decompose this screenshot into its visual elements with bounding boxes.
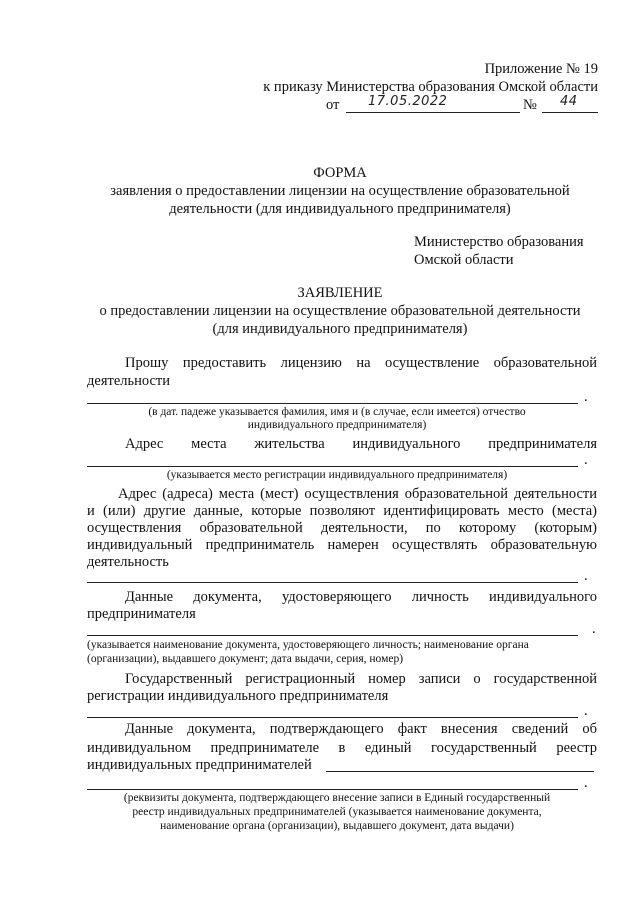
order-reference: к приказу Министерства образования Омской области: [263, 79, 598, 95]
period: .: [584, 452, 588, 468]
paragraph-3-line-5: деятельность: [87, 554, 169, 570]
period: .: [584, 703, 588, 719]
hint-6-line-1: (реквизиты документа, подтверждающего внесение записи в Единый государственный: [123, 792, 551, 804]
hint-2: (указывается место регистрации индивидуального предпринимателя): [166, 469, 508, 481]
paragraph-3-line-4: индивидуальный предприниматель намерен осуществлять образовательную: [87, 537, 597, 553]
hint-6-line-3: наименование органа (организации), выдавшего документ, дата выдачи): [160, 820, 514, 832]
registry-document-line: [87, 789, 578, 790]
paragraph-4-line-2: предпринимателя: [87, 606, 196, 622]
date-underline: [346, 112, 520, 113]
appendix-label: Приложение № 19: [484, 61, 598, 77]
number-underline: [542, 112, 598, 113]
hint-1-line-1: (в дат. падеже указывается фамилия, имя и (в случае, если имеется) отчество: [148, 406, 526, 418]
number-prefix: №: [523, 97, 537, 113]
period: .: [592, 621, 596, 637]
hint-1-line-2: индивидуального предпринимателя): [247, 419, 427, 431]
paragraph-5-line-2: регистрации индивидуального предпринимателя: [87, 688, 389, 704]
paragraph-3-line-1: Адрес (адреса) места (мест) осуществления образовательной деятельности: [118, 486, 597, 502]
hint-6-line-2: реестр индивидуальных предпринимателей (указывается наименование документа,: [132, 806, 542, 818]
paragraph-1-line-1: Прошу предоставить лицензию на осуществление образовательной: [125, 355, 597, 371]
statement-subtitle-2: (для индивидуального предпринимателя): [212, 321, 468, 337]
period: .: [584, 568, 588, 584]
statement-subtitle-1: о предоставлении лицензии на осуществление образовательной деятельности: [99, 303, 581, 319]
period: .: [584, 775, 588, 791]
form-title: ФОРМА: [313, 165, 367, 181]
addressee-line-2: Омской области: [414, 252, 514, 268]
paragraph-5-line-1: Государственный регистрационный номер записи о государственной: [125, 671, 597, 687]
handwritten-date: 17.05.2022: [368, 94, 448, 109]
registration-number-line: [87, 717, 578, 718]
form-subtitle-1: заявления о предоставлении лицензии на осуществление образовательной: [110, 183, 570, 199]
paragraph-3-line-2: и (или) другие данные, которые позволяют идентифицировать место (места): [87, 503, 597, 519]
activity-address-line: [87, 582, 578, 583]
hint-4-line-1: (указывается наименование документа, удостоверяющего личность; наименование органа: [87, 639, 529, 651]
hint-4-line-2: (организации), выдавшего документ; дата выдачи, серия, номер): [87, 653, 404, 665]
registry-inline-line: [326, 771, 594, 772]
paragraph-6-line-3: индивидуальных предпринимателей: [87, 757, 312, 773]
paragraph-6-line-2: индивидуальном предпринимателе в единый государственный реестр: [87, 740, 597, 756]
paragraph-6-line-1: Данные документа, подтверждающего факт внесения сведений об: [125, 721, 597, 737]
handwritten-number: 44: [560, 94, 578, 109]
form-subtitle-2: деятельности (для индивидуального предпринимателя): [169, 201, 511, 217]
applicant-name-line: [87, 403, 578, 404]
period: .: [584, 389, 588, 405]
paragraph-1-line-2: деятельности: [87, 373, 171, 389]
statement-title: ЗАЯВЛЕНИЕ: [297, 285, 383, 301]
residence-address-line: [87, 466, 578, 467]
paragraph-2-line-1: Адрес места жительства индивидуального предпринимателя: [125, 436, 597, 452]
identity-document-line: [87, 635, 578, 636]
paragraph-3-line-3: осуществления образовательной деятельности, по которому (которым): [87, 520, 597, 536]
date-prefix: от: [326, 97, 340, 113]
addressee-line-1: Министерство образования: [414, 234, 584, 250]
paragraph-4-line-1: Данные документа, удостоверяющего личность индивидуального: [125, 589, 597, 605]
